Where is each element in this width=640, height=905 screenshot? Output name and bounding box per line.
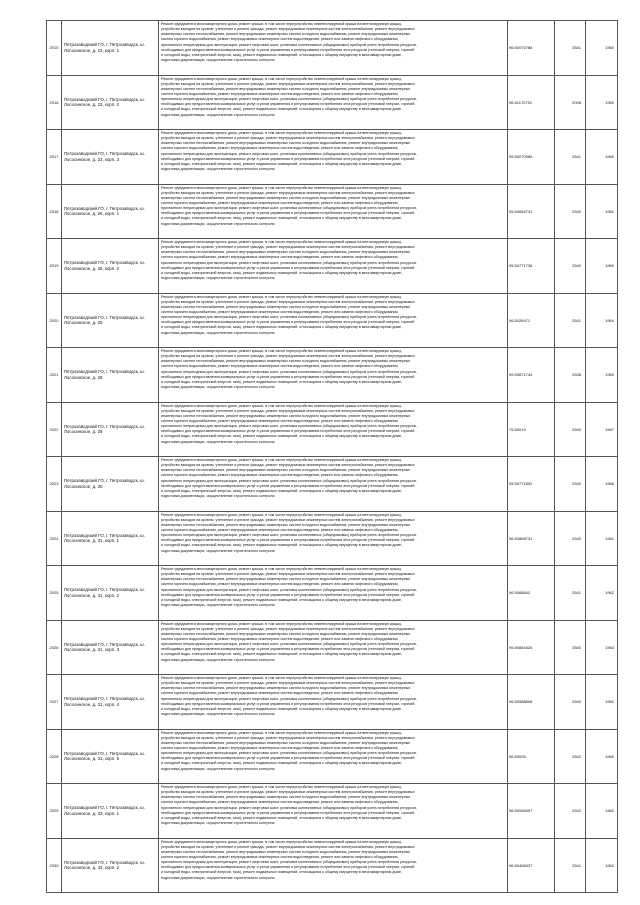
cadastral-cell: 96.50005 — [508, 729, 555, 784]
works-cell — [159, 239, 508, 294]
works-line: устройство выходов на кровлю, утепление и ремонт фасада, ремонт внутридомовых инженерных систем электроснабжения, ремонт внутридомовых — [161, 354, 415, 359]
year-cell: 1966 — [586, 457, 618, 512]
works-cell — [159, 566, 508, 621]
works-line: подготовка документации, осуществление строительного контроля — [161, 603, 275, 608]
table-row — [47, 511, 618, 566]
works-line: устройство выходов на кровлю, утепление и ремонт фасада, ремонт внутридомовых инженерных систем электроснабжения, ремонт внутридомовых — [161, 626, 415, 631]
works-line: необходимых для предоставления коммунальных услуг и узлов управления и регулирования потребления этих ресурсов (тепловой энергии, горячей — [161, 538, 415, 543]
works-line: Ремонт фундамента многоквартирного дома, ремонт крыши, в том числе переустройство невентилируемой крыши на вентилируемую крышу, — [161, 240, 402, 244]
works-line: необходимых для предоставления коммунальных услуг и узлов управления и регулирования потребления этих ресурсов (тепловой энергии, горячей — [161, 592, 415, 597]
works-line: инженерных систем теплоснабжения, ремонт внутридомовых инженерных систем холодного водоснабжения, ремонт внутридомовых инженерных — [161, 86, 411, 91]
works-line: систем горячего водоснабжения, ремонт внутридомовых инженерных систем водоотведения, ремонт или замена лифтового оборудования, — [161, 364, 399, 369]
address-cell: Петрозаводский ГО, г. Петрозаводск, ш. Лососинское, д. 31, корп. 1 — [62, 511, 159, 566]
value-cell: 2540 — [555, 402, 586, 457]
value-cell: 2541 — [555, 21, 586, 76]
table-row — [47, 675, 618, 730]
row-number: 2026 — [47, 620, 62, 675]
table-row — [47, 21, 618, 76]
value-cell: 2540 — [555, 457, 586, 512]
works-line: необходимых для предоставления коммунальных услуг и узлов управления и регулирования потребления этих ресурсов (тепловой энергии, горячей — [161, 47, 415, 52]
works-line: признанного непригодным для эксплуатации, ремонт лифтовых шахт, установка коллективных (общедомовых) приборов учета потребления ресурсов, — [161, 587, 417, 592]
address-cell: Петрозаводский ГО, г. Петрозаводск, ш. Лососинское, д. 33, корп. 2 — [62, 838, 159, 893]
works-line: устройство выходов на кровлю, утепление и ремонт фасада, ремонт внутридомовых инженерных систем электроснабжения, ремонт внутридомовых — [161, 81, 415, 86]
works-line: устройство выходов на кровлю, утепление и ремонт фасада, ремонт внутридомовых инженерных систем электроснабжения, ремонт внутридомовых — [161, 517, 415, 522]
works-line: признанного непригодным для эксплуатации, ремонт лифтовых шахт, установка коллективных (общедомовых) приборов учета потребления ресурсов, — [161, 860, 417, 865]
table-row — [47, 239, 618, 294]
cadastral-cell: 95.50684741 — [508, 184, 555, 239]
works-line: и холодной воды, электрической энергии, газа), ремонт подвальных помещений, относящихся к общему имуществу в многоквартирном доме, — [161, 488, 403, 493]
value-cell: 2542 — [555, 729, 586, 784]
works-line: признанного непригодным для эксплуатации, ремонт лифтовых шахт, установка коллективных (общедомовых) приборов учета потребления ресурсов, — [161, 260, 417, 265]
value-cell: 2538 — [555, 348, 586, 403]
row-number: 2016 — [47, 75, 62, 130]
table-row — [47, 784, 618, 839]
cadastral-cell: 96.51170751 — [508, 75, 555, 130]
works-cell — [159, 348, 508, 403]
table-row — [47, 75, 618, 130]
works-line: подготовка документации, осуществление строительного контроля — [161, 548, 275, 553]
value-cell: 2008 — [555, 75, 586, 130]
address-cell: Петрозаводский ГО, г. Петрозаводск, ш. Лососинское, д. 26, корп. 2 — [62, 239, 159, 294]
table-body — [47, 21, 618, 893]
works-line: устройство выходов на кровлю, утепление и ремонт фасада, ремонт внутридомовых инженерных систем электроснабжения, ремонт внутридомовых — [161, 572, 415, 577]
cadastral-cell: 95.50070985 — [508, 130, 555, 185]
works-line: Ремонт фундамента многоквартирного дома, ремонт крыши, в том числе переустройство невентилируемой крыши на вентилируемую крышу, — [161, 294, 402, 299]
works-line: и холодной воды, электрической энергии, газа), ремонт подвальных помещений, относящихся к общему имуществу в многоквартирном доме, — [161, 597, 403, 602]
table-row — [47, 348, 618, 403]
works-line: подготовка документации, осуществление строительного контроля — [161, 821, 275, 826]
works-line: признанного непригодным для эксплуатации, ремонт лифтовых шахт, установка коллективных (общедомовых) приборов учета потребления ресурсов, — [161, 751, 417, 756]
works-line: Ремонт фундамента многоквартирного дома, ремонт крыши, в том числе переустройство невентилируемой крыши на вентилируемую крышу, — [161, 621, 402, 626]
works-line: систем горячего водоснабжения, ремонт внутридомовых инженерных систем водоотведения, ремонт или замена лифтового оборудования, — [161, 691, 399, 696]
year-cell: 1969 — [586, 348, 618, 403]
works-line: систем горячего водоснабжения, ремонт внутридомовых инженерных систем водоотведения, ремонт или замена лифтового оборудования, — [161, 255, 399, 260]
works-line: устройство выходов на кровлю, утепление и ремонт фасада, ремонт внутридомовых инженерных систем электроснабжения, ремонт внутридомовых — [161, 136, 415, 141]
works-line: Ремонт фундамента многоквартирного дома, ремонт крыши, в том числе переустройство невентилируемой крыши на вентилируемую крышу, — [161, 730, 402, 735]
cadastral-cell: 95.50771736 — [508, 239, 555, 294]
row-number: 2025 — [47, 566, 62, 621]
works-line: систем горячего водоснабжения, ремонт внутридомовых инженерных систем водоотведения, ремонт или замена лифтового оборудования, — [161, 200, 399, 205]
works-line: инженерных систем теплоснабжения, ремонт внутридомовых инженерных систем холодного водоснабжения, ремонт внутридомовых инженерных — [161, 141, 411, 146]
works-line: Ремонт фундамента многоквартирного дома, ремонт крыши, в том числе переустройство невентилируемой крыши на вентилируемую крышу, — [161, 22, 402, 26]
works-line: и холодной воды, электрической энергии, газа), ремонт подвальных помещений, относящихся к общему имуществу в многоквартирном доме, — [161, 52, 403, 57]
works-cell — [159, 21, 508, 76]
year-cell: 1960 — [586, 729, 618, 784]
works-line: и холодной воды, электрической энергии, газа), ремонт подвальных помещений, относящихся к общему имуществу в многоквартирном доме, — [161, 107, 403, 112]
year-cell: 1964 — [586, 293, 618, 348]
address-cell: Петрозаводский ГО, г. Петрозаводск, ш. Лососинское, д. 23, корп. 3 — [62, 130, 159, 185]
works-line: признанного непригодным для эксплуатации, ремонт лифтовых шахт, установка коллективных (общедомовых) приборов учета потребления ресурсов, — [161, 206, 417, 211]
table-row — [47, 402, 618, 457]
address-cell: Петрозаводский ГО, г. Петрозаводск, ш. Лососинское, д. 26, корп. 1 — [62, 184, 159, 239]
works-line: необходимых для предоставления коммунальных услуг и узлов управления и регулирования потребления этих ресурсов (тепловой энергии, горячей — [161, 647, 415, 652]
works-cell — [159, 838, 508, 893]
works-line: подготовка документации, осуществление строительного контроля — [161, 385, 275, 390]
works-line: подготовка документации, осуществление строительного контроля — [161, 439, 275, 444]
address-cell: Петрозаводский ГО, г. Петрозаводск, ш. Лососинское, д. 31, корп. 2 — [62, 566, 159, 621]
row-number: 2015 — [47, 21, 62, 76]
value-cell: 2541 — [555, 838, 586, 893]
works-line: устройство выходов на кровлю, утепление и ремонт фасада, ремонт внутридомовых инженерных систем электроснабжения, ремонт внутридомовых — [161, 408, 415, 413]
works-line: и холодной воды, электрической энергии, газа), ремонт подвальных помещений, относящихся к общему имуществу в многоквартирном доме, — [161, 815, 403, 820]
row-number: 2020 — [47, 293, 62, 348]
works-line: подготовка документации, осуществление строительного контроля — [161, 494, 275, 499]
works-line: необходимых для предоставления коммунальных услуг и узлов управления и регулирования потребления этих ресурсов (тепловой энергии, горячей — [161, 211, 415, 216]
works-line: систем горячего водоснабжения, ремонт внутридомовых инженерных систем водоотведения, ремонт или замена лифтового оборудования, — [161, 745, 399, 750]
works-line: признанного непригодным для эксплуатации, ремонт лифтовых шахт, установка коллективных (общедомовых) приборов учета потребления ресурсов, — [161, 424, 417, 429]
works-line: признанного непригодным для эксплуатации, ремонт лифтовых шахт, установка коллективных (общедомовых) приборов учета потребления ресурсов, — [161, 97, 417, 102]
works-line: признанного непригодным для эксплуатации, ремонт лифтовых шахт, установка коллективных (общедомовых) приборов учета потребления ресурсов, — [161, 696, 417, 701]
works-line: Ремонт фундамента многоквартирного дома, ремонт крыши, в том числе переустройство невентилируемой крыши на вентилируемую крышу, — [161, 458, 402, 462]
table-row — [47, 184, 618, 239]
works-line: инженерных систем теплоснабжения, ремонт внутридомовых инженерных систем холодного водоснабжения, ремонт внутридомовых инженерных — [161, 304, 411, 309]
works-line: необходимых для предоставления коммунальных услуг и узлов управления и регулирования потребления этих ресурсов (тепловой энергии, горячей — [161, 320, 415, 325]
works-line: и холодной воды, электрической энергии, газа), ремонт подвальных помещений, относящихся к общему имуществу в многоквартирном доме, — [161, 543, 403, 548]
works-line: Ремонт фундамента многоквартирного дома, ремонт крыши, в том числе переустройство невентилируемой крыши на вентилируемую крышу, — [161, 567, 402, 571]
row-number: 2017 — [47, 130, 62, 185]
address-cell: Петрозаводский ГО, г. Петрозаводск, ш. Лососинское, д. 25 — [62, 293, 159, 348]
table-row — [47, 130, 618, 185]
row-number: 2019 — [47, 239, 62, 294]
address-cell: Петрозаводский ГО, г. Петрозаводск, ш. Лососинское, д. 31, корп. 4 — [62, 675, 159, 730]
works-line: устройство выходов на кровлю, утепление и ремонт фасада, ремонт внутридомовых инженерных систем электроснабжения, ремонт внутридомовых — [161, 245, 415, 250]
works-line: подготовка документации, осуществление строительного контроля — [161, 712, 275, 717]
year-cell: 1964 — [586, 620, 618, 675]
works-line: инженерных систем теплоснабжения, ремонт внутридомовых инженерных систем холодного водоснабжения, ремонт внутридомовых инженерных — [161, 359, 411, 364]
table-row — [47, 293, 618, 348]
address-cell: Петрозаводский ГО, г. Петрозаводск, ш. Лососинское, д. 23, корп. 1 — [62, 21, 159, 76]
value-cell: 2540 — [555, 620, 586, 675]
works-line: инженерных систем теплоснабжения, ремонт внутридомовых инженерных систем холодного водоснабжения, ремонт внутридомовых инженерных — [161, 32, 411, 37]
works-line: систем горячего водоснабжения, ремонт внутридомовых инженерных систем водоотведения, ремонт или замена лифтового оборудования, — [161, 91, 399, 96]
row-number: 2023 — [47, 457, 62, 512]
row-number: 2029 — [47, 784, 62, 839]
works-line: устройство выходов на кровлю, утепление и ремонт фасада, ремонт внутридомовых инженерных систем электроснабжения, ремонт внутридомовых — [161, 790, 415, 795]
works-line: признанного непригодным для эксплуатации, ремонт лифтовых шахт, установка коллективных (общедомовых) приборов учета потребления ресурсов, — [161, 805, 417, 810]
works-line: подготовка документации, осуществление строительного контроля — [161, 276, 275, 281]
cadastral-cell: 96.50068457 — [508, 784, 555, 839]
cadastral-cell: 95.50771892 — [508, 457, 555, 512]
works-line: систем горячего водоснабжения, ремонт внутридомовых инженерных систем водоотведения, ремонт или замена лифтового оборудования, — [161, 636, 399, 641]
works-line: и холодной воды, электрической энергии, газа), ремонт подвальных помещений, относящихся к общему имуществу в многоквартирном доме, — [161, 325, 403, 330]
works-line: необходимых для предоставления коммунальных услуг и узлов управления и регулирования потребления этих ресурсов (тепловой энергии, горячей — [161, 265, 415, 270]
works-line: и холодной воды, электрической энергии, газа), ремонт подвальных помещений, относящихся к общему имуществу в многоквартирном доме, — [161, 706, 403, 711]
works-line: устройство выходов на кровлю, утепление и ремонт фасада, ремонт внутридомовых инженерных систем электроснабжения, ремонт внутридомовых — [161, 190, 415, 195]
row-number: 2030 — [47, 838, 62, 893]
works-line: систем горячего водоснабжения, ремонт внутридомовых инженерных систем водоотведения, ремонт или замена лифтового оборудования, — [161, 527, 399, 532]
document-page — [46, 20, 614, 893]
works-line: Ремонт фундамента многоквартирного дома, ремонт крыши, в том числе переустройство невентилируемой крыши на вентилируемую крышу, — [161, 185, 402, 190]
row-number: 2024 — [47, 511, 62, 566]
works-line: признанного непригодным для эксплуатации, ремонт лифтовых шахт, установка коллективных (общедомовых) приборов учета потребления ресурсов, — [161, 369, 417, 374]
value-cell: 2542 — [555, 784, 586, 839]
works-line: инженерных систем теплоснабжения, ремонт внутридомовых инженерных систем холодного водоснабжения, ремонт внутридомовых инженерных — [161, 413, 411, 418]
year-cell: 1960 — [586, 75, 618, 130]
row-number: 2027 — [47, 675, 62, 730]
works-cell — [159, 130, 508, 185]
works-line: необходимых для предоставления коммунальных услуг и узлов управления и регулирования потребления этих ресурсов (тепловой энергии, горячей — [161, 865, 415, 870]
works-line: признанного непригодным для эксплуатации, ремонт лифтовых шахт, установка коллективных (общедомовых) приборов учета потребления ресурсов, — [161, 42, 417, 47]
table-row — [47, 457, 618, 512]
works-line: систем горячего водоснабжения, ремонт внутридомовых инженерных систем водоотведения, ремонт или замена лифтового оборудования, — [161, 418, 399, 423]
address-cell: Петрозаводский ГО, г. Петрозаводск, ш. Лососинское, д. 31, корп. 3 — [62, 620, 159, 675]
works-cell — [159, 620, 508, 675]
works-line: Ремонт фундамента многоквартирного дома, ремонт крыши, в том числе переустройство невентилируемой крыши на вентилируемую крышу, — [161, 403, 402, 408]
works-line: подготовка документации, осуществление строительного контроля — [161, 657, 275, 662]
works-line: и холодной воды, электрической энергии, газа), ремонт подвальных помещений, относящихся к общему имуществу в многоквартирном доме, — [161, 379, 403, 384]
address-cell: Петрозаводский ГО, г. Петрозаводск, ш. Лососинское, д. 33, корп. 1 — [62, 784, 159, 839]
cadastral-cell: 96.50888731 — [508, 511, 555, 566]
row-number: 2022 — [47, 402, 62, 457]
works-line: подготовка документации, осуществление строительного контроля — [161, 167, 275, 172]
works-line: устройство выходов на кровлю, утепление и ремонт фасада, ремонт внутридомовых инженерных систем электроснабжения, ремонт внутридомовых — [161, 735, 415, 740]
year-cell: 1960 — [586, 239, 618, 294]
works-line: необходимых для предоставления коммунальных услуг и узлов управления и регулирования потребления этих ресурсов (тепловой энергии, горячей — [161, 374, 415, 379]
row-number: 2028 — [47, 729, 62, 784]
value-cell: 2540 — [555, 184, 586, 239]
works-line: систем горячего водоснабжения, ремонт внутридомовых инженерных систем водоотведения, ремонт или замена лифтового оборудования, — [161, 473, 399, 478]
year-cell: 1961 — [586, 511, 618, 566]
works-line: инженерных систем теплоснабжения, ремонт внутридомовых инженерных систем холодного водоснабжения, ремонт внутридомовых инженерных — [161, 631, 411, 636]
works-line: инженерных систем теплоснабжения, ремонт внутридомовых инженерных систем холодного водоснабжения, ремонт внутридомовых инженерных — [161, 577, 411, 582]
works-cell — [159, 511, 508, 566]
works-line: систем горячего водоснабжения, ремонт внутридомовых инженерных систем водоотведения, ремонт или замена лифтового оборудования, — [161, 37, 399, 42]
value-cell: 2541 — [555, 566, 586, 621]
works-line: систем горячего водоснабжения, ремонт внутридомовых инженерных систем водоотведения, ремонт или замена лифтового оборудования, — [161, 582, 399, 587]
works-line: признанного непригодным для эксплуатации, ремонт лифтовых шахт, установка коллективных (общедомовых) приборов учета потребления ресурсов, — [161, 642, 417, 647]
works-line: и холодной воды, электрической энергии, газа), ремонт подвальных помещений, относящихся к общему имуществу в многоквартирном доме, — [161, 870, 403, 875]
works-line: инженерных систем теплоснабжения, ремонт внутридомовых инженерных систем холодного водоснабжения, ремонт внутридомовых инженерных — [161, 195, 411, 200]
works-line: и холодной воды, электрической энергии, газа), ремонт подвальных помещений, относящихся к общему имуществу в многоквартирном доме, — [161, 270, 403, 275]
works-line: устройство выходов на кровлю, утепление и ремонт фасада, ремонт внутридомовых инженерных систем электроснабжения, ремонт внутридомовых — [161, 299, 415, 304]
works-line: признанного непригодным для эксплуатации, ремонт лифтовых шахт, установка коллективных (общедомовых) приборов учета потребления ресурсов, — [161, 315, 417, 320]
cadastral-cell: 96.5026471 — [508, 293, 555, 348]
works-line: и холодной воды, электрической энергии, газа), ремонт подвальных помещений, относящихся к общему имуществу в многоквартирном доме, — [161, 761, 403, 766]
works-line: Ремонт фундамента многоквартирного дома, ремонт крыши, в том числе переустройство невентилируемой крыши на вентилируемую крышу, — [161, 785, 402, 789]
address-cell: Петрозаводский ГО, г. Петрозаводск, ш. Лососинское, д. 30 — [62, 457, 159, 512]
works-line: систем горячего водоснабжения, ремонт внутридомовых инженерных систем водоотведения, ремонт или замена лифтового оборудования, — [161, 309, 399, 314]
works-line: Ремонт фундамента многоквартирного дома, ремонт крыши, в том числе переустройство невентилируемой крыши на вентилируемую крышу, — [161, 676, 402, 680]
works-line: подготовка документации, осуществление строительного контроля — [161, 766, 275, 771]
works-line: подготовка документации, осуществление строительного контроля — [161, 221, 275, 226]
works-line: и холодной воды, электрической энергии, газа), ремонт подвальных помещений, относящихся к общему имуществу в многоквартирном доме, — [161, 161, 403, 166]
works-line: подготовка документации, осуществление строительного контроля — [161, 875, 275, 880]
works-line: Ремонт фундамента многоквартирного дома, ремонт крыши, в том числе переустройство невентилируемой крыши на вентилируемую крышу, — [161, 76, 402, 81]
value-cell: 2540 — [555, 675, 586, 730]
table-row — [47, 620, 618, 675]
cadastral-cell: 96.50468437 — [508, 838, 555, 893]
cadastral-cell: 96.50070788 — [508, 21, 555, 76]
works-line: устройство выходов на кровлю, утепление и ремонт фасада, ремонт внутридомовых инженерных систем электроснабжения, ремонт внутридомовых — [161, 681, 415, 686]
works-cell — [159, 729, 508, 784]
address-cell: Петрозаводский ГО, г. Петрозаводск, ш. Лососинское, д. 29 — [62, 402, 159, 457]
table-row — [47, 729, 618, 784]
works-line: Ремонт фундамента многоквартирного дома, ремонт крыши, в том числе переустройство невентилируемой крыши на вентилируемую крышу, — [161, 349, 402, 353]
year-cell: 1960 — [586, 21, 618, 76]
value-cell: 2540 — [555, 511, 586, 566]
year-cell: 1962 — [586, 784, 618, 839]
works-line: систем горячего водоснабжения, ремонт внутридомовых инженерных систем водоотведения, ремонт или замена лифтового оборудования, — [161, 146, 399, 151]
cadastral-cell: 75.50019 — [508, 402, 555, 457]
cadastral-cell: 96.50588808 — [508, 675, 555, 730]
works-line: инженерных систем теплоснабжения, ремонт внутридомовых инженерных систем холодного водоснабжения, ремонт внутридомовых инженерных — [161, 795, 411, 800]
address-cell: Петрозаводский ГО, г. Петрозаводск, ш. Лососинское, д. 28 — [62, 348, 159, 403]
works-line: необходимых для предоставления коммунальных услуг и узлов управления и регулирования потребления этих ресурсов (тепловой энергии, горячей — [161, 102, 415, 107]
works-line: признанного непригодным для эксплуатации, ремонт лифтовых шахт, установка коллективных (общедомовых) приборов учета потребления ресурсов, — [161, 478, 417, 483]
table-row — [47, 838, 618, 893]
cadastral-cell: 96.5088842 — [508, 566, 555, 621]
works-line: систем горячего водоснабжения, ремонт внутридомовых инженерных систем водоотведения, ремонт или замена лифтового оборудования, — [161, 854, 399, 859]
works-line: инженерных систем теплоснабжения, ремонт внутридомовых инженерных систем холодного водоснабжения, ремонт внутридомовых инженерных — [161, 468, 411, 473]
works-line: необходимых для предоставления коммунальных услуг и узлов управления и регулирования потребления этих ресурсов (тепловой энергии, горячей — [161, 483, 415, 488]
value-cell: 2541 — [555, 130, 586, 185]
year-cell: 1960 — [586, 130, 618, 185]
year-cell: 1967 — [586, 402, 618, 457]
works-line: необходимых для предоставления коммунальных услуг и узлов управления и регулирования потребления этих ресурсов (тепловой энергии, горячей — [161, 429, 415, 434]
table-row — [47, 566, 618, 621]
works-line: инженерных систем теплоснабжения, ремонт внутридомовых инженерных систем холодного водоснабжения, ремонт внутридомовых инженерных — [161, 740, 411, 745]
works-cell — [159, 675, 508, 730]
works-line: Ремонт фундамента многоквартирного дома, ремонт крыши, в том числе переустройство невентилируемой крыши на вентилируемую крышу, — [161, 839, 402, 844]
works-line: подготовка документации, осуществление строительного контроля — [161, 330, 275, 335]
works-line: необходимых для предоставления коммунальных услуг и узлов управления и регулирования потребления этих ресурсов (тепловой энергии, горячей — [161, 701, 415, 706]
works-cell — [159, 402, 508, 457]
works-line: инженерных систем теплоснабжения, ремонт внутридомовых инженерных систем холодного водоснабжения, ремонт внутридомовых инженерных — [161, 686, 411, 691]
works-cell — [159, 457, 508, 512]
address-cell: Петрозаводский ГО, г. Петрозаводск, ш. Лососинское, д. 23, корп. 2 — [62, 75, 159, 130]
year-cell: 1962 — [586, 566, 618, 621]
row-number: 2021 — [47, 348, 62, 403]
works-line: устройство выходов на кровлю, утепление и ремонт фасада, ремонт внутридомовых инженерных систем электроснабжения, ремонт внутридомовых — [161, 844, 415, 849]
works-line: устройство выходов на кровлю, утепление и ремонт фасада, ремонт внутридомовых инженерных систем электроснабжения, ремонт внутридомовых — [161, 27, 415, 32]
year-cell: 1961 — [586, 184, 618, 239]
works-line: инженерных систем теплоснабжения, ремонт внутридомовых инженерных систем холодного водоснабжения, ремонт внутридомовых инженерных — [161, 250, 411, 255]
works-line: и холодной воды, электрической энергии, газа), ремонт подвальных помещений, относящихся к общему имуществу в многоквартирном доме, — [161, 434, 403, 439]
works-cell — [159, 293, 508, 348]
works-line: инженерных систем теплоснабжения, ремонт внутридомовых инженерных систем холодного водоснабжения, ремонт внутридомовых инженерных — [161, 522, 411, 527]
year-cell: 1962 — [586, 675, 618, 730]
works-cell — [159, 75, 508, 130]
works-line: систем горячего водоснабжения, ремонт внутридомовых инженерных систем водоотведения, ремонт или замена лифтового оборудования, — [161, 800, 399, 805]
works-line: признанного непригодным для эксплуатации, ремонт лифтовых шахт, установка коллективных (общедомовых) приборов учета потребления ресурсов, — [161, 151, 417, 156]
works-line: необходимых для предоставления коммунальных услуг и узлов управления и регулирования потребления этих ресурсов (тепловой энергии, горячей — [161, 756, 415, 761]
cadastral-cell: 95.50871744 — [508, 348, 555, 403]
year-cell: 1962 — [586, 838, 618, 893]
works-line: необходимых для предоставления коммунальных услуг и узлов управления и регулирования потребления этих ресурсов (тепловой энергии, горячей — [161, 156, 415, 161]
works-line: подготовка документации, осуществление строительного контроля — [161, 58, 275, 63]
works-line: признанного непригодным для эксплуатации, ремонт лифтовых шахт, установка коллективных (общедомовых) приборов учета потребления ресурсов, — [161, 533, 417, 538]
address-cell: Петрозаводский ГО, г. Петрозаводск, ш. Лососинское, д. 31, корп. 5 — [62, 729, 159, 784]
works-line: подготовка документации, осуществление строительного контроля — [161, 112, 275, 117]
works-line: Ремонт фундамента многоквартирного дома, ремонт крыши, в том числе переустройство невентилируемой крыши на вентилируемую крышу, — [161, 131, 402, 135]
works-line: Ремонт фундамента многоквартирного дома, ремонт крыши, в том числе переустройство невентилируемой крыши на вентилируемую крышу, — [161, 512, 402, 517]
capital-repair-table — [46, 20, 618, 893]
works-line: и холодной воды, электрической энергии, газа), ремонт подвальных помещений, относящихся к общему имуществу в многоквартирном доме, — [161, 652, 403, 657]
works-line: инженерных систем теплоснабжения, ремонт внутридомовых инженерных систем холодного водоснабжения, ремонт внутридомовых инженерных — [161, 849, 411, 854]
works-line: и холодной воды, электрической энергии, газа), ремонт подвальных помещений, относящихся к общему имуществу в многоквартирном доме, — [161, 216, 403, 221]
works-cell — [159, 784, 508, 839]
works-line: необходимых для предоставления коммунальных услуг и узлов управления и регулирования потребления этих ресурсов (тепловой энергии, горячей — [161, 810, 415, 815]
value-cell: 2540 — [555, 239, 586, 294]
value-cell: 2541 — [555, 293, 586, 348]
works-line: устройство выходов на кровлю, утепление и ремонт фасада, ремонт внутридомовых инженерных систем электроснабжения, ремонт внутридомовых — [161, 463, 415, 468]
cadastral-cell: 95.50884426 — [508, 620, 555, 675]
row-number: 2018 — [47, 184, 62, 239]
works-cell — [159, 184, 508, 239]
